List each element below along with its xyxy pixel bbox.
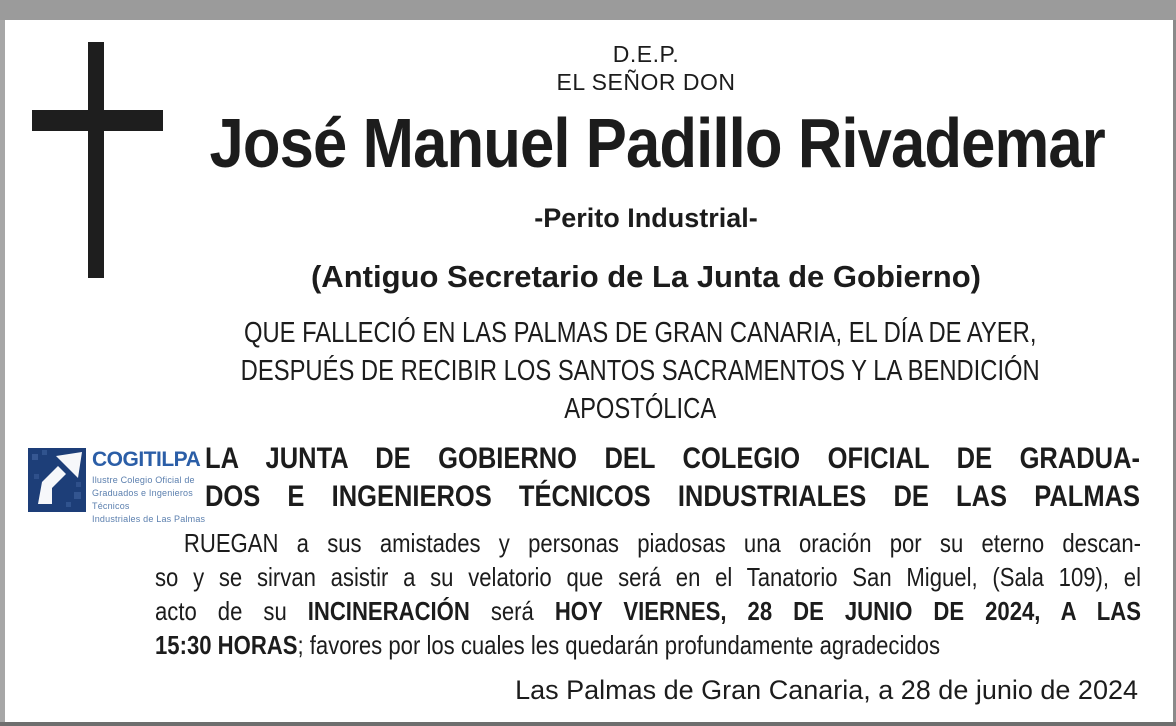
latin-cross-icon xyxy=(30,42,166,282)
cogitilpa-subtext xyxy=(92,474,208,526)
scan-border-bottom xyxy=(0,722,1176,726)
cogitilpa-wordmark: COGITILPA xyxy=(92,448,201,471)
request-line: so y se sirvan asistir a su velatorio que será en el Tanatorio San Miguel, (Sala 109), el xyxy=(155,562,1141,592)
cogitilpa-subtext-line: Industriales de Las Palmas xyxy=(92,514,206,524)
request-line: RUEGAN a sus amistades y personas piadosas una oración por su eterno descan- xyxy=(183,528,1141,558)
death-announcement xyxy=(140,314,1140,428)
profession-line: -Perito Industrial- xyxy=(534,203,758,233)
former-role-line: (Antiguo Secretario de La Junta de Gobierno) xyxy=(310,259,981,294)
request-line: 15:30 HORAS; favores por los cuales les quedarán profundamente agradecidos xyxy=(155,630,941,660)
scan-border-top xyxy=(0,0,1176,20)
cogitilpa-arrow-icon xyxy=(28,448,86,517)
cogitilpa-subtext-line: Graduados e Ingenieros Técnicos xyxy=(92,488,193,511)
scan-border-left xyxy=(0,20,5,726)
request-paragraph xyxy=(155,526,1141,662)
dep-abbreviation: D.E.P. xyxy=(612,41,680,67)
organization-statement xyxy=(205,440,1140,516)
organization-line: DOS E INGENIEROS TÉCNICOS INDUSTRIALES DE LAS PALMAS xyxy=(205,480,1140,513)
cogitilpa-logo xyxy=(28,448,208,526)
cross-horizontal-bar xyxy=(32,110,163,131)
cross-vertical-bar xyxy=(88,42,104,278)
request-line: acto de su INCINERACIÓN será HOY VIERNES, 28 DE JUNIO DE 2024, A LAS xyxy=(155,596,1141,626)
death-announcement-line: QUE FALLECIÓ EN LAS PALMAS DE GRAN CANARIA, EL DÍA DE AYER, xyxy=(243,317,1037,349)
organization-line: LA JUNTA DE GOBIERNO DEL COLEGIO OFICIAL DE GRADUA- xyxy=(205,442,1140,475)
place-date-line: Las Palmas de Gran Canaria, a 28 de junio de 2024 xyxy=(515,675,1138,705)
cogitilpa-subtext-line: Ilustre Colegio Oficial de xyxy=(92,475,195,485)
deceased-name: José Manuel Padillo Rivademar xyxy=(209,104,1105,182)
death-announcement-line: DESPUÉS DE RECIBIR LOS SANTOS SACRAMENTOS Y LA BENDICIÓN xyxy=(240,355,1040,387)
death-announcement-line: APOSTÓLICA xyxy=(564,393,717,425)
honorific-line: EL SEÑOR DON xyxy=(556,69,736,95)
